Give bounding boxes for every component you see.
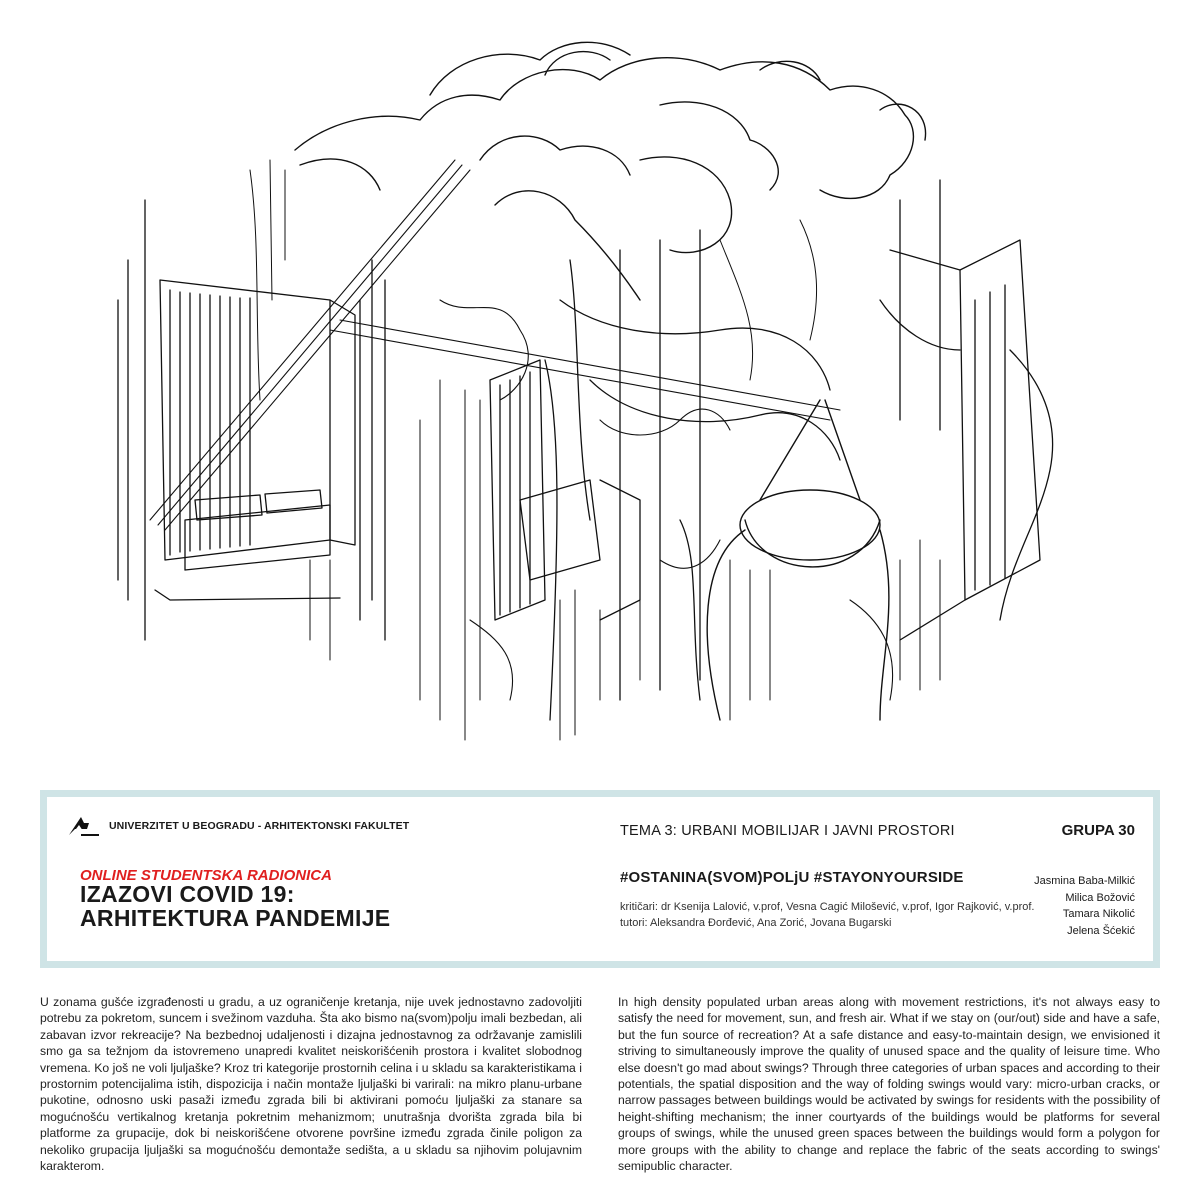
central-structures (490, 230, 840, 720)
description-serbian: U zonama gušće izgrađenosti u gradu, a uz ograničenje kretanja, nije uvek jednostavno zadovoljiti potrebu za pokretom, suncem i svežinom vazduha. Šta ako bismo na(svom)polju imali bezbedan, ali zabavan izvor rekreacije? Na bezbednoj udaljenosti i dizajna jednostavnog za održavanje zamislili smo ga sa težnjom da istovremeno unapredi kvalitet neiskorišćenih prostora i kvalitet slobodnog vremena. Ko još ne voli ljuljaške? Kroz tri kategorije prostornih celina i u skladu sa karakteristikama i prostornim potencijalima istih, dispozicija i način montaže ljuljaški bi varirali: na mikro planu-urbane pukotine, odnosno uski pasaži između zgrada bili bi aktivirani pomoću ljuljaški za stanare sa mogućnošću vertikalnog kretanja pokretnim mehanizmom; unutrašnja dvorišta zgrada bila bi platforme za grupacije, dok bi neiskorišćene otvorene površine između zgrada činile poligon za nekoliko grupacija ljuljaški sa mogućnošću demontaže sedišta, a u skladu sa njihovim polujavnim karakterom. (40, 995, 582, 1174)
student-name: Tamara Nikolić (1062, 908, 1135, 920)
right-buildings (880, 180, 1053, 640)
group-label: GRUPA 30 (1061, 822, 1135, 839)
cloud-scribbles (295, 42, 926, 300)
project-hashtag: #OSTANINA(SVOM)POLjU #STAYONYOURSIDE (620, 869, 964, 886)
tutors-list: tutori: Aleksandra Đorđević, Ana Zorić, Jovana Bugarski (620, 917, 892, 929)
university-name: UNIVERZITET U BEOGRADU - ARHITEKTONSKI FAKULTET (109, 820, 410, 832)
room-with-bed (118, 200, 385, 640)
student-name: Milica Božović (1065, 891, 1135, 904)
theme-label: TEMA 3: URBANI MOBILIJAR I JAVNI PROSTORI (620, 823, 955, 839)
critics-list: kritičari: dr Ksenija Lalović, v.prof, Vesna Cagić Milošević, v.prof, Igor Rajković, v.prof. (620, 901, 1035, 913)
faculty-logo-icon (67, 815, 101, 837)
scribble-accents (440, 300, 893, 700)
diagonal-cables (150, 160, 840, 530)
description-english: In high density populated urban areas along with movement restrictions, it's not always easy to satisfy the need for movement, sun, and fresh air. What if we stay on (our/out) side and have a safe, but the fun source of recreation? At a safe distance and easy-to-maintain design, we envisioned it striving to simultaneously improve the quality of unused space and the quality of leisure time. Who else doesn't go mad about swings? Through three categories of urban spaces and according to their potentials, the spatial disposition and the way of folding swings would vary: micro-urban cracks, or narrow passages between buildings would be activated by swings for residents with the possibility of height-shifting mechanism; the inner courtyards of the buildings would be platforms for several groups of swings, while the unused green spaces between the buildings would form a polygon for more groups with the ability to change and replace the fabric of the seats according to swings' semipublic character. (618, 995, 1160, 1174)
student-name: Jelena Šćekić (1067, 924, 1135, 937)
page-title-line1: IZAZOVI COVID 19: (80, 881, 295, 907)
project-info-panel (40, 790, 1160, 968)
page-title-line2: ARHITEKTURA PANDEMIJE (80, 905, 391, 931)
workshop-label: ONLINE STUDENTSKA RADIONICA (80, 867, 332, 884)
student-list (1034, 873, 1135, 939)
student-name: Jasmina Baba-Milkić (1034, 875, 1135, 887)
university-header (67, 815, 409, 837)
swing-basket (707, 400, 889, 720)
